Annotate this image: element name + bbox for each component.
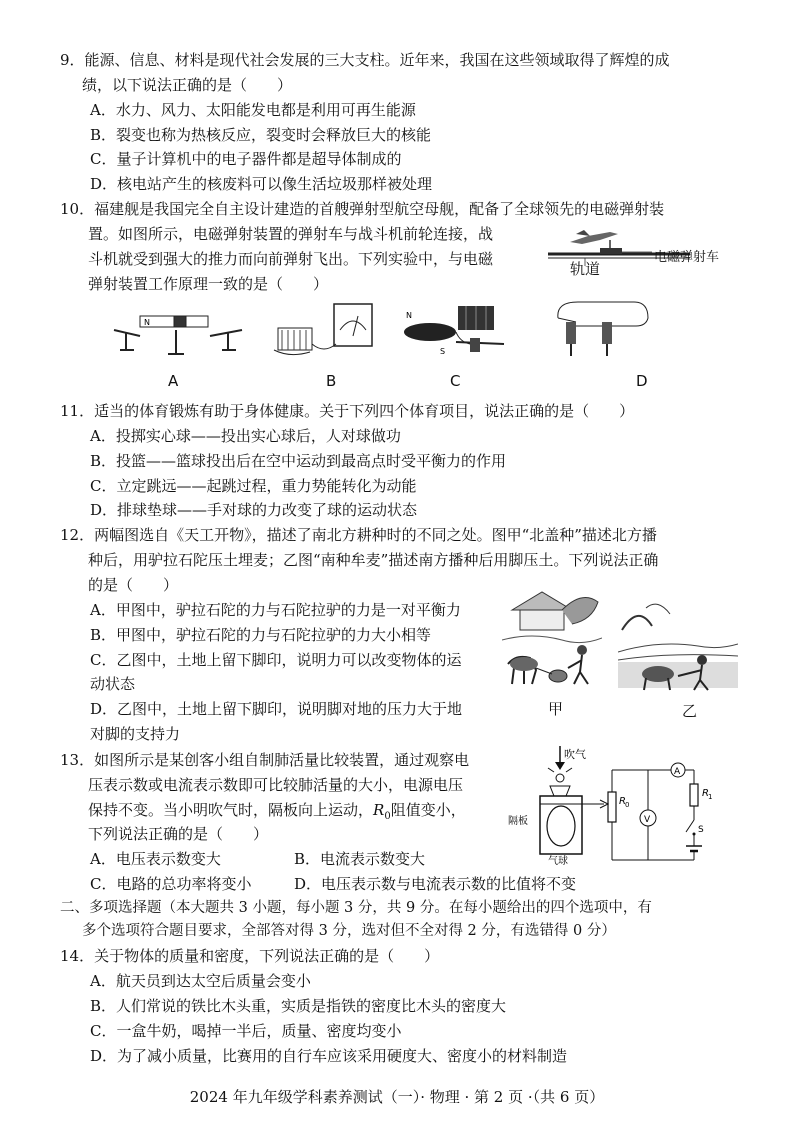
q12-option-a: A．甲图中，驴拉石陀的力与石陀拉驴的力是一对平衡力: [90, 601, 461, 619]
blow-arrow-head: [555, 762, 565, 770]
donkey-body: [510, 657, 538, 671]
q12-stem-line2: 种后，用驴拉石陀压土埋麦；乙图“南种牟麦”描述南方播种后用脚压土。下列说法正确: [88, 551, 659, 569]
ray: [548, 768, 554, 772]
fig-track-label: 轨道: [570, 260, 601, 278]
figure-jia-illustration: [502, 580, 602, 690]
r0-symbol: R: [373, 801, 385, 819]
funnel: [550, 786, 570, 796]
house-wall: [520, 610, 564, 630]
switch-label: S: [698, 825, 704, 835]
q11-option-b: B．投篮——篮球投出后在空中运动到最高点时受平衡力的作用: [90, 452, 507, 470]
farmer-head: [577, 645, 587, 655]
q9-option-d: D．核电站产生的核废料可以像生活垃圾那样被处理: [90, 175, 433, 193]
farmer-head: [697, 655, 707, 665]
meter-scale: [340, 321, 366, 330]
section2-heading-line2: 多个选项符合题目要求，全部答对得 3 分，选对但不全对得 2 分，有选错得 0 分）: [82, 923, 616, 939]
q11-option-d: D．排球垫球——手对球的力改变了球的运动状态: [90, 501, 418, 519]
magnet-s-label: S: [198, 318, 204, 327]
q14-option-b: B．人们常说的铁比木头重，实质是指铁的密度比木头的密度大: [90, 997, 507, 1015]
pole-n: N: [406, 311, 412, 320]
r1-resistor: [690, 784, 698, 806]
q14-stem: 14．关于物体的质量和密度，下列说法正确的是（ ）: [60, 947, 440, 965]
q12-option-d-line1: D．乙图中，土地上留下脚印，说明脚对地的压力大于地: [90, 700, 463, 718]
coil-frame: [278, 328, 312, 350]
q9-option-b: B．裂变也称为热核反应，裂变时会释放巨大的核能: [90, 126, 432, 144]
r1-sub: 1: [708, 793, 713, 801]
r0-label: R: [619, 796, 626, 807]
fig-car-label: 电磁弹射车: [654, 250, 720, 265]
figure-yi-illustration: [618, 600, 738, 692]
q13-stem-line1: 13．如图所示是某创客小组自制肺活量比较装置，通过观察电: [60, 751, 470, 769]
section2-heading-line1: 二、多项选择题（本大题共 3 小题，每小题 3 分，共 9 分。在每小题给出的四个选项中，有: [60, 900, 652, 916]
q12-stem-line3: 的是（ ）: [88, 576, 179, 594]
wire: [274, 350, 310, 355]
q12-stem-line1: 12．两幅图选自《天工开物》，描述了南北方耕种时的不同之处。图甲“北盖种”描述北方播: [60, 526, 657, 544]
r0-sub: 0: [625, 801, 630, 809]
balloon-label: 气球: [548, 856, 568, 867]
q12-option-c-line1: C．乙图中，土地上留下脚印，说明力可以改变物体的运: [90, 651, 462, 669]
q12-option-b: B．甲图中，驴拉石陀的力与石陀拉驴的力大小相等: [90, 626, 432, 644]
q11-option-c: C．立定跳远——起跳过程，重力势能转化为动能: [90, 477, 417, 495]
q13-stem-line3-post: 阻值变小，: [390, 801, 466, 819]
q9-stem-line2: 绩，以下说法正确的是（ ）: [82, 76, 293, 94]
q10-stem-line1: 10．福建舰是我国完全自主设计建造的首艘弹射型航空母舰，配备了全球领先的电磁弹射装: [60, 200, 665, 218]
q13-stem-line3-pre: 保持不变。当小明吹气时，隔板向上运动，: [88, 801, 374, 819]
meter-needle: [353, 316, 358, 336]
figure-jia-label: 甲: [548, 700, 564, 718]
q9-option-c: C．量子计算机中的电子器件都是超导体制成的: [90, 150, 402, 168]
option-b-figure: [270, 300, 380, 360]
q14-option-c: C．一盒牛奶，喝掉一半后，质量、密度均变小: [90, 1022, 402, 1040]
blow-label: 吹气: [564, 748, 586, 761]
q13-option-d: D．电压表示数与电流表示数的比值将不变: [294, 875, 577, 893]
figure-yi-label: 乙: [682, 702, 698, 720]
wire: [312, 344, 336, 349]
stone-roller: [549, 670, 567, 682]
plate-label: 隔板: [508, 816, 528, 827]
electromagnet-right: [602, 322, 612, 344]
r0-subscript: 0: [384, 811, 391, 822]
q13-option-a: A．电压表示数变大: [90, 850, 221, 868]
ray: [566, 768, 572, 772]
option-a-figure: [110, 310, 250, 362]
option-b-label: B: [326, 372, 337, 390]
q9-option-a: A．水力、风力、太阳能发电都是利用可再生能源: [90, 101, 416, 119]
q12-option-d-line2: 对脚的支持力: [90, 725, 181, 743]
wire: [558, 318, 576, 322]
q13-option-b: B．电流表示数变大: [294, 850, 426, 868]
electromagnet-left: [566, 322, 576, 344]
option-d-label: D: [636, 372, 648, 390]
q13-stem-line2: 压表示数或电流表示数即可比较肺活量的大小，电源电压: [88, 776, 464, 794]
option-d-figure: [542, 298, 652, 362]
magnet-n-label: N: [144, 318, 150, 327]
q10-stem-line3: 斗机就受到强大的推力而向前弹射飞出。下列实验中，与电磁: [88, 250, 494, 268]
q13-stem-line4: 下列说法正确的是（ ）: [88, 825, 269, 843]
option-c-figure: [400, 300, 510, 360]
q11-option-a: A．投掷实心球——投出实心球后，人对球做功: [90, 427, 401, 445]
q10-stem-line2: 置。如图所示，电磁弹射装置的弹射车与战斗机前轮连接，战: [88, 225, 494, 243]
q13-stem-line3: [88, 800, 466, 827]
pole-s: S: [440, 347, 446, 356]
magnet-s-half: [186, 316, 208, 327]
jet-tail: [576, 230, 590, 236]
container: [540, 796, 582, 854]
switch-lever: [686, 820, 694, 832]
q10-stem-line4: 弹射装置工作原理一致的是（ ）: [88, 275, 329, 293]
mouthpiece: [556, 774, 564, 782]
balloon: [547, 806, 575, 846]
voltmeter-label: V: [644, 815, 651, 825]
rod-right: [210, 330, 242, 336]
option-c-label: C: [450, 372, 461, 390]
q13-option-c: C．电路的总功率将变小: [90, 875, 252, 893]
page-footer: 2024 年九年级学科素养测试（一）· 物理 · 第 2 页 ·（共 6 页）: [189, 1088, 605, 1106]
q14-option-a: A．航天员到达太空后质量会变小: [90, 972, 311, 990]
r0-resistor: [608, 792, 616, 822]
ammeter-label: A: [674, 767, 681, 777]
magnet-base: [404, 323, 456, 341]
q9-stem-line1: 9．能源、信息、材料是现代社会发展的三大支柱。近年来，我国在这些领域取得了辉煌的成: [60, 51, 670, 69]
catapult-car: [600, 248, 622, 254]
option-a-label: A: [168, 372, 179, 390]
galvanometer-box: [334, 304, 372, 346]
lung-capacity-circuit: [504, 740, 734, 870]
q14-option-d: D．为了减小质量，比赛用的自行车应该采用硬度大、密度小的材料制造: [90, 1047, 568, 1065]
r1-label: R: [702, 788, 709, 799]
q11-stem: 11．适当的体育锻炼有助于身体健康。关于下列四个体育项目，说法正确的是（ ）: [60, 402, 635, 420]
q12-option-c-line2: 动状态: [90, 675, 136, 693]
slider: [470, 338, 480, 352]
